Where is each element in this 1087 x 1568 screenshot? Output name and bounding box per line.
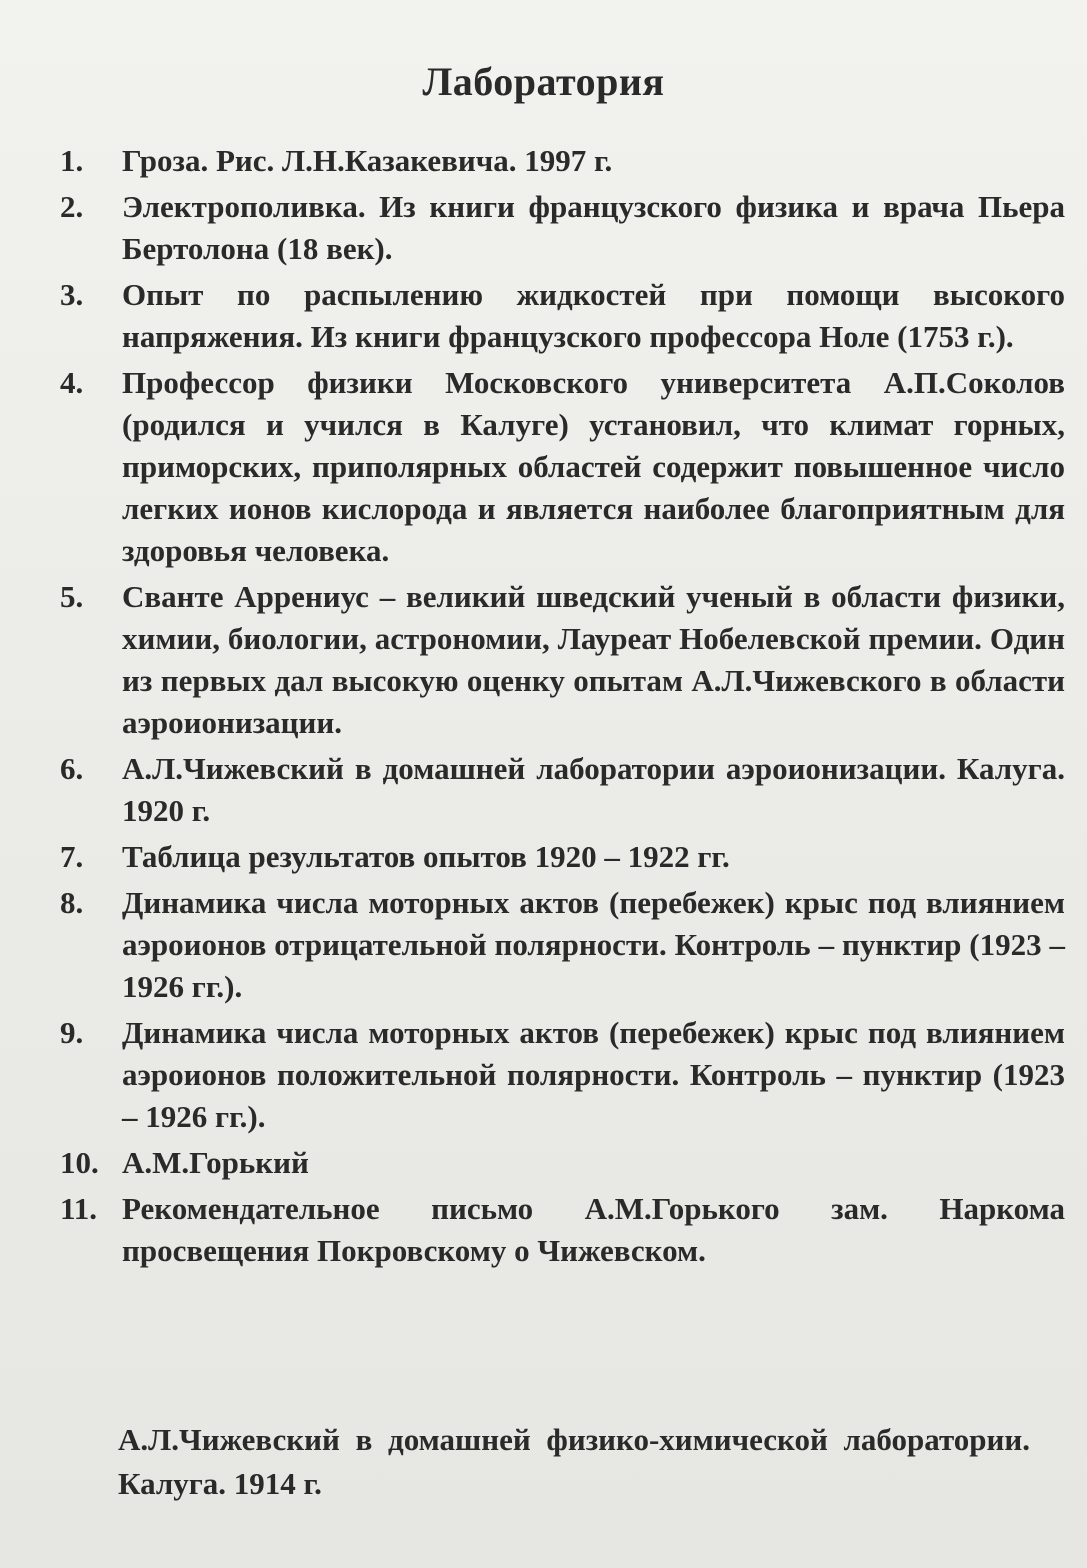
photo-caption: А.Л.Чижевский в домашней физико-химической лаборатории. Калуга. 1914 г. [118,1422,1030,1501]
list-item [60,576,1065,744]
item-text: А.М.Горький [122,1145,309,1180]
item-text: Сванте Аррениус – великий шведский ученый в области физики, химии, биологии, астрономии, Лауреат Нобелевской премии. Один из первых дал высокую оценку опытам А.Л.Чижевского в области аэроионизации. [122,579,1065,740]
item-text: А.Л.Чижевский в домашней лаборатории аэроионизации. Калуга. 1920 г. [122,751,1065,828]
list-item [60,362,1065,572]
item-number: 9. [60,1015,84,1050]
item-number: 5. [60,579,84,614]
list-item [60,1142,1065,1184]
item-text: Профессор физики Московского университета А.П.Соколов (родился и учился в Калуге) установил, что климат горных, приморских, приполярных областей содержит повышенное число легких ионов кислорода и является наиболее благоприятным для здоровья человека. [122,365,1065,568]
item-text: Гроза. Рис. Л.Н.Казакевича. 1997 г. [122,143,613,178]
item-number: 7. [60,839,84,874]
item-number: 3. [60,277,84,312]
list-item [60,748,1065,832]
item-number: 6. [60,751,84,786]
item-text: Динамика числа моторных актов (перебежек) крыс под влиянием аэроионов положительной полярности. Контроль – пунктир (1923 – 1926 гг.). [122,1015,1065,1134]
list-item [60,882,1065,1008]
item-text: Динамика числа моторных актов (перебежек) крыс под влиянием аэроионов отрицательной полярности. Контроль – пунктир (1923 – 1926 гг.). [122,885,1065,1004]
item-number: 11. [60,1191,98,1226]
list-item [60,140,1065,182]
list-item [60,836,1065,878]
list-item [60,274,1065,358]
item-number: 1. [60,143,84,178]
item-text: Таблица результатов опытов 1920 – 1922 гг. [122,839,730,874]
item-number: 8. [60,885,84,920]
item-number: 4. [60,365,84,400]
page-title: Лаборатория [422,59,665,104]
item-number: 10. [60,1145,99,1180]
item-text: Электрополивка. Из книги французского физика и врача Пьера Бертолона (18 век). [122,189,1065,266]
item-list [60,140,1065,1276]
item-text: Опыт по распылению жидкостей при помощи высокого напряжения. Из книги французского профессора Ноле (1753 г.). [122,277,1065,354]
item-number: 2. [60,189,84,224]
list-item [60,186,1065,270]
list-item [60,1188,1065,1272]
item-text: Рекомендательное письмо А.М.Горького зам. Наркома просвещения Покровскому о Чижевском. [122,1191,1065,1268]
list-item [60,1012,1065,1138]
